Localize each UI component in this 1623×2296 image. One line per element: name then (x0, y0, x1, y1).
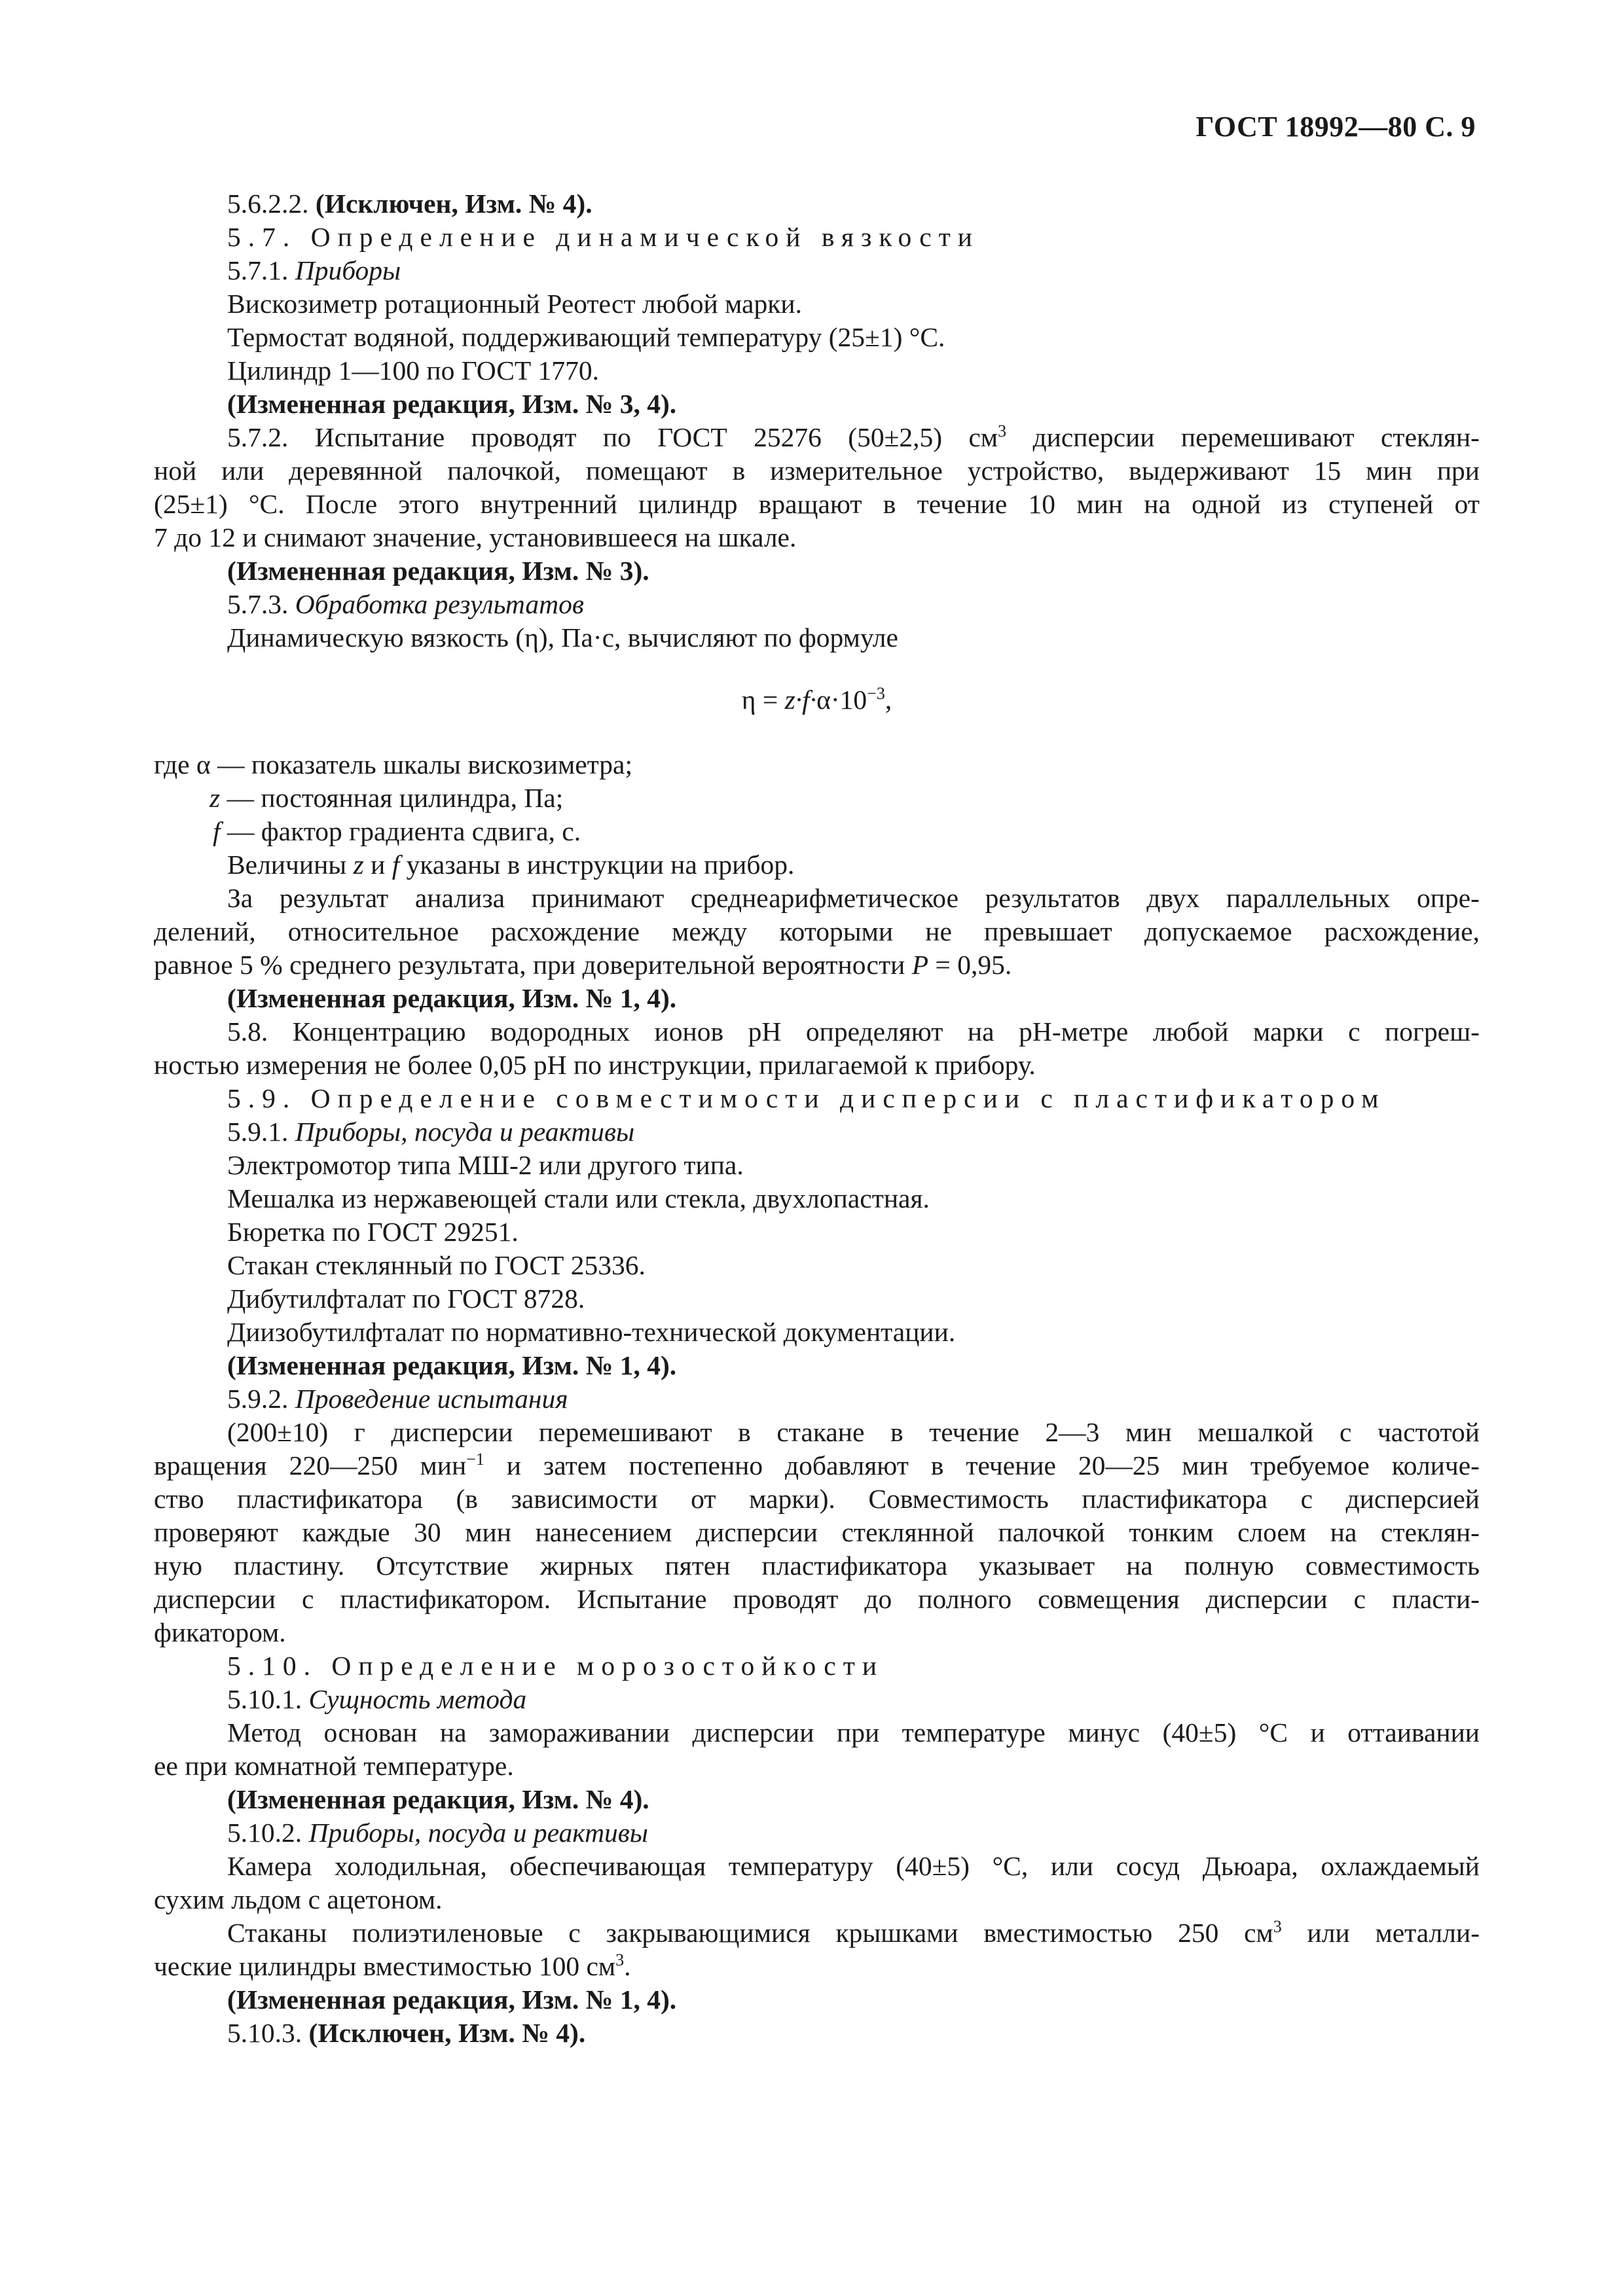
text-span: дисперсии перемешивают стеклян- (1006, 422, 1480, 452)
clause-5-7-3 (154, 588, 1480, 621)
text-line: (200±10) г дисперсии перемешивают в стакане в течение 2—3 мин мешалкой с частотой (227, 1417, 1480, 1447)
amendment-note: (Измененная редакция, Изм. № 1, 4). (227, 1350, 677, 1380)
text-line: Метод основан на замораживании дисперсии при температуре минус (40±5) °С и оттаивании (227, 1717, 1480, 1748)
amendment-note: (Исключен, Изм. № 4). (308, 2018, 586, 2048)
text-span: вращения 220—250 мин (154, 1450, 467, 1480)
text-span: указаны в инструкции на прибор. (399, 850, 795, 880)
text-line: дисперсии с пластификатором. Испытание проводят до полного совмещения дисперсии с пласти- (154, 1584, 1480, 1614)
superscript: 3 (1273, 1917, 1282, 1936)
text-line: Дибутилфталат по ГОСТ 8728. (227, 1283, 585, 1314)
text-line (154, 848, 1480, 882)
text-line: Термостат водяной, поддерживающий температуру (25±1) °С. (227, 322, 945, 352)
text-span: = 0,95. (928, 950, 1012, 980)
text-line: сухим льдом с ацетоном. (154, 1884, 443, 1914)
text-line: Динамическую вязкость (η), Па·с, вычисляют по формуле (227, 622, 898, 653)
text-line: Цилиндр 1—100 по ГОСТ 1770. (227, 355, 599, 386)
text-line: ную пластину. Отсутствие жирных пятен пластификатора указывает на полную совместимость (154, 1551, 1480, 1581)
clause-5-8: 5.8. Концентрацию водородных ионов pH определяют на pH-метре любой марки с погреш- (227, 1016, 1480, 1047)
text-line: (25±1) °С. После этого внутренний цилиндр вращают в течение 10 мин на одной из ступеней от (154, 489, 1480, 519)
symbol: f (392, 850, 400, 880)
subheading: Приборы, посуда и реактивы (295, 1117, 635, 1147)
text-span: — постоянная цилиндра, Па; (220, 783, 564, 813)
text-line: ностью измерения не более 0,05 pH по инструкции, прилагаемой к прибору. (154, 1050, 1036, 1080)
amendment-note: (Измененная редакция, Изм. № 1, 4). (227, 983, 677, 1013)
symbol: P (911, 950, 929, 980)
amendment-note: (Измененная редакция, Изм. № 3, 4). (227, 389, 677, 419)
section-heading-compatibility: 5.9. Определение совместимости дисперсии с пластификатором (227, 1083, 1386, 1113)
clause-5-10-1 (154, 1683, 1480, 1716)
text-span: и (363, 850, 392, 880)
legend-line: где α — показатель шкалы вискозиметра; (154, 749, 632, 780)
clause-5-9-1 (154, 1115, 1480, 1149)
text-line (154, 1916, 1480, 1950)
text-line: Стакан стеклянный по ГОСТ 25336. (227, 1250, 646, 1280)
text-line: фикатором. (154, 1617, 286, 1647)
text-line (154, 1449, 1480, 1482)
clause-5-9-2 (154, 1382, 1480, 1416)
clause-number: 5.10.1. (227, 1684, 309, 1714)
text-span: Стаканы полиэтиленовые с закрывающимися крышками вместимостью 250 см (227, 1918, 1273, 1948)
section-heading-viscosity: 5.7. Определение динамической вязкости (227, 222, 979, 252)
text-span: или металли- (1281, 1918, 1480, 1948)
subheading: Обработка результатов (295, 589, 584, 619)
text-line: проверяют каждые 30 мин нанесением дисперсии стеклянной палочкой тонким слоем на стеклян- (154, 1517, 1480, 1547)
subheading: Проведение испытания (295, 1384, 568, 1414)
text-line (154, 948, 1480, 982)
text-span: ческие цилиндры вместимостью 100 см (154, 1951, 616, 1981)
text-line: ной или деревянной палочкой, помещают в измерительное устройство, выдерживают 15 мин при (154, 456, 1480, 486)
viscosity-formula (154, 683, 1480, 717)
text-line: ее при комнатной температуре. (154, 1751, 514, 1781)
symbol: z (210, 783, 221, 813)
clause-number: 5.9.2. (227, 1384, 295, 1414)
subheading: Приборы (295, 255, 401, 285)
clause-number: 5.7.1. (227, 255, 295, 285)
superscript: −1 (466, 1450, 484, 1469)
text-line (154, 421, 1480, 454)
clause-number: 5.7.3. (227, 589, 295, 619)
clause-5-6-2-2 (154, 187, 1480, 221)
clause-5-10-2 (154, 1816, 1480, 1850)
superscript: −3 (867, 684, 885, 703)
superscript: 3 (998, 422, 1007, 440)
text-span: равное 5 % среднего результата, при доверительной вероятности (154, 950, 912, 980)
text-line: Мешалка из нержавеющей стали или стекла, двухлопастная. (227, 1183, 930, 1213)
document-body (154, 187, 1480, 2050)
text-line: Электромотор типа МШ-2 или другого типа. (227, 1150, 744, 1180)
amendment-note: (Исключен, Изм. № 4). (315, 188, 593, 219)
page-header: ГОСТ 18992—80 С. 9 (1195, 111, 1476, 143)
clause-number: 5.9.1. (227, 1117, 295, 1147)
text-line: Диизобутилфталат по нормативно-технической документации. (227, 1317, 956, 1347)
legend-line (154, 781, 1480, 815)
superscript: 3 (615, 1950, 625, 1969)
formula-part: , (884, 685, 892, 715)
formula-part: z·f· (784, 685, 817, 715)
text-line: Камера холодильная, обеспечивающая температуру (40±5) °С, или сосуд Дьюара, охлаждаемый (227, 1851, 1480, 1881)
text-span: Величины (227, 850, 354, 880)
text-line: За результат анализа принимают среднеарифметическое результатов двух параллельных опре- (227, 883, 1480, 913)
clause-number: 5.6.2.2. (227, 188, 316, 219)
amendment-note: (Измененная редакция, Изм. № 1, 4). (227, 1984, 677, 2015)
text-line (154, 1950, 1480, 1983)
section-heading-frost-resistance: 5.10. Определение морозостойкости (227, 1651, 884, 1681)
amendment-note: (Измененная редакция, Изм. № 3). (227, 556, 649, 586)
subheading: Приборы, посуда и реактивы (308, 1818, 648, 1848)
formula-part: α·10 (816, 685, 867, 715)
symbol: z (353, 850, 364, 880)
text-span: . (624, 1951, 631, 1981)
clause-5-7-1 (154, 254, 1480, 287)
subheading: Сущность метода (308, 1684, 527, 1714)
text-line: Бюретка по ГОСТ 29251. (227, 1217, 519, 1247)
text-line: ство пластификатора (в зависимости от марки). Совместимость пластификатора с дисперсией (154, 1484, 1480, 1514)
clause-number: 5.10.3. (227, 2018, 309, 2048)
text-span: 5.7.2. Испытание проводят по ГОСТ 25276 (50±2,5) см (227, 422, 998, 452)
symbol: f (213, 816, 221, 846)
formula-part: η = (741, 685, 785, 715)
legend-line (154, 815, 1480, 848)
clause-number: 5.10.2. (227, 1818, 309, 1848)
text-line: делений, относительное расхождение между которыми не превышает допускаемое расхождение, (154, 916, 1480, 946)
text-span: и затем постепенно добавляют в течение 20—25 мин требуемое количе- (484, 1450, 1480, 1480)
amendment-note: (Измененная редакция, Изм. № 4). (227, 1784, 649, 1814)
text-span: — фактор градиента сдвига, с. (220, 816, 581, 846)
text-line: Вискозиметр ротационный Реотест любой марки. (227, 289, 802, 319)
clause-5-10-3 (154, 2017, 1480, 2050)
text-line: 7 до 12 и снимают значение, установившееся на шкале. (154, 522, 797, 552)
